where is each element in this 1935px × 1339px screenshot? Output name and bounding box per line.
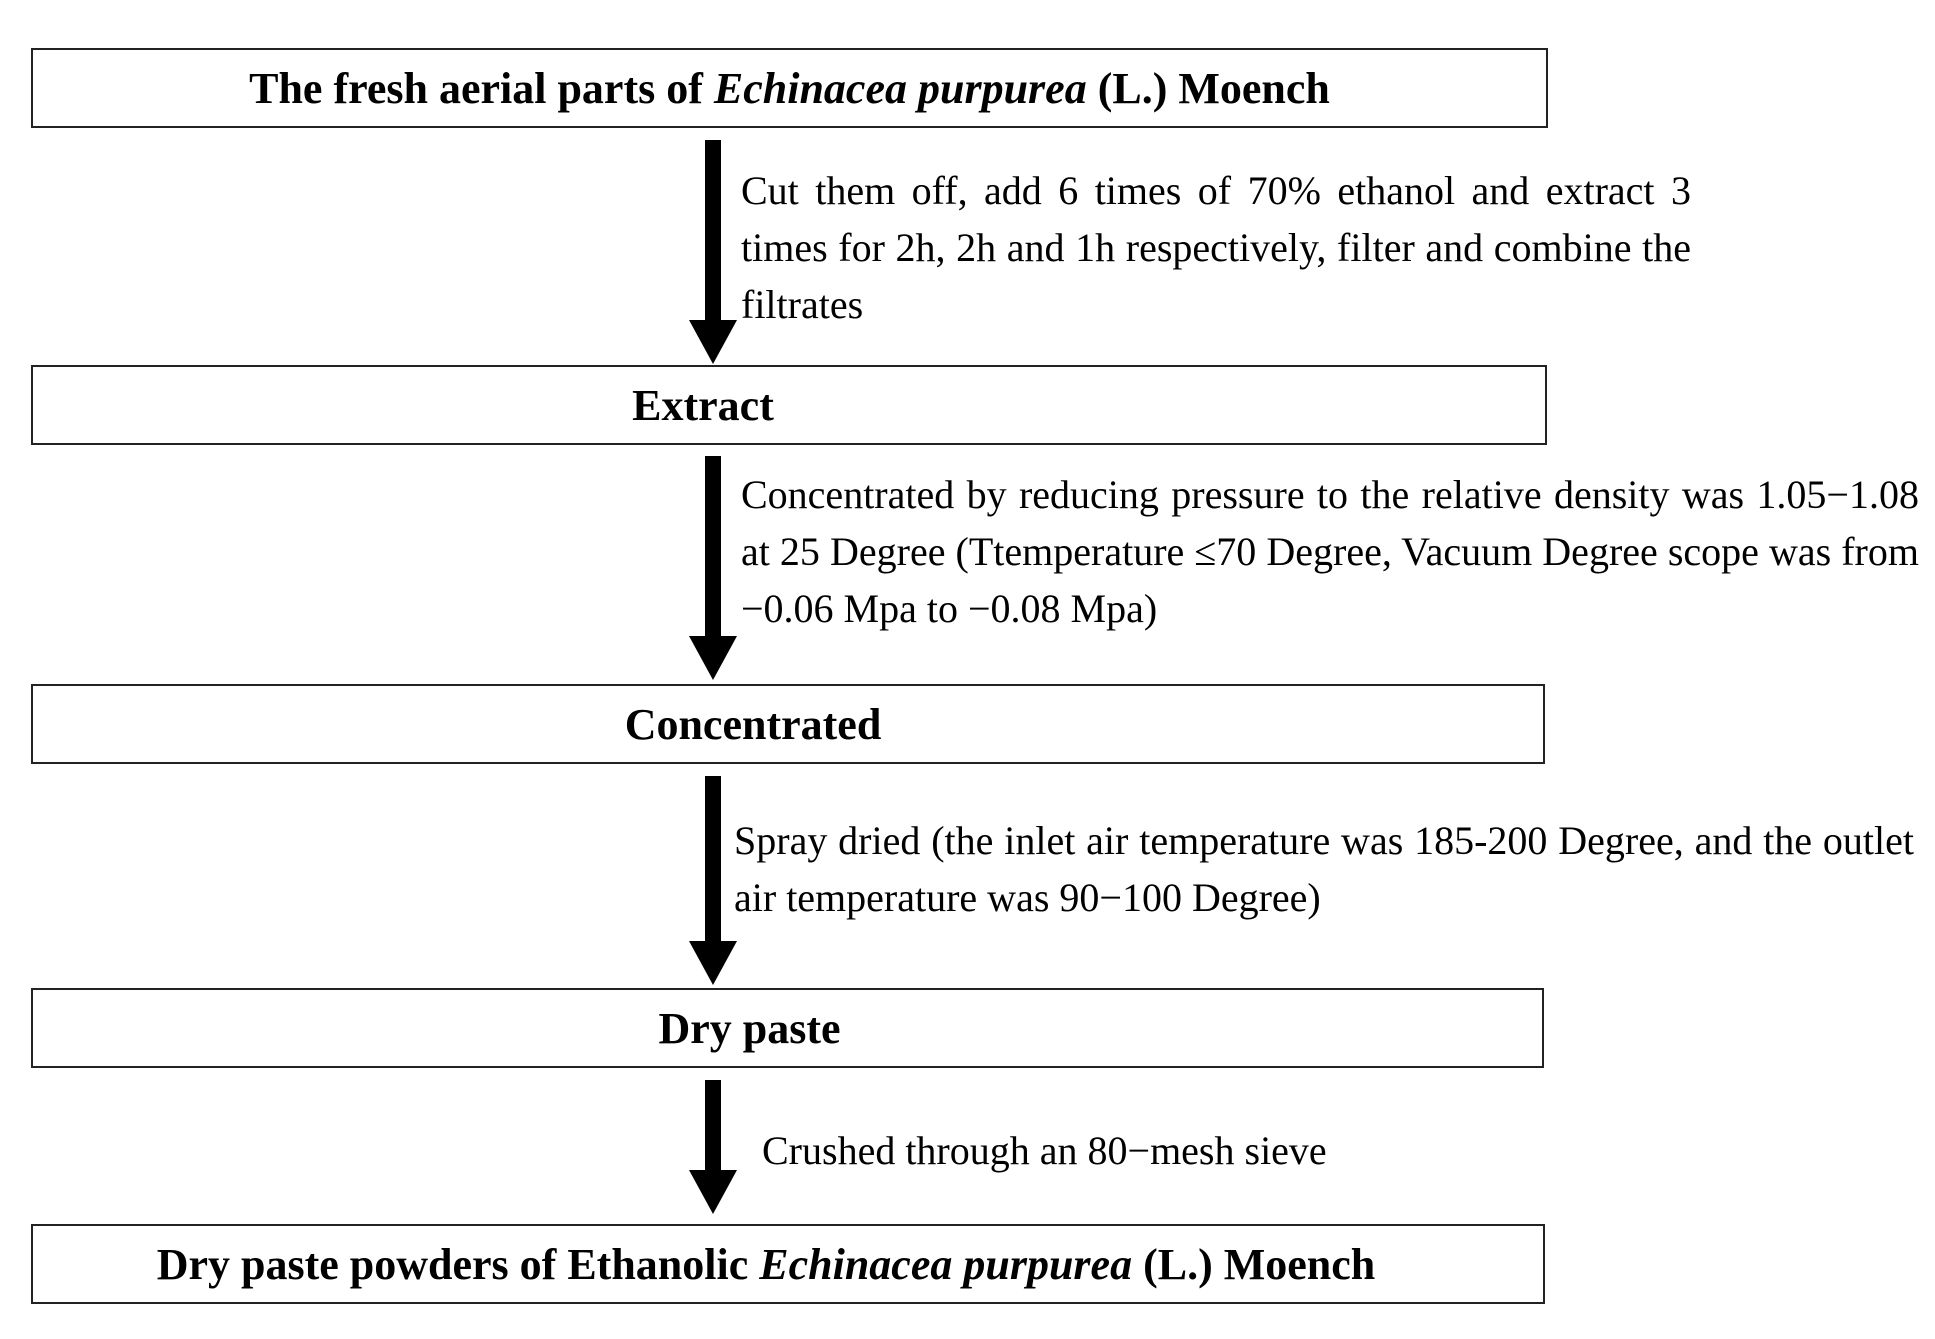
box-label: Extract [632, 380, 774, 430]
process-box-dry-paste-powders [31, 1224, 1545, 1304]
process-box-extract [31, 365, 1547, 445]
box-label-prefix: The fresh aerial parts of [249, 63, 714, 113]
step-annotation-1: Cut them off, add 6 times of 70% ethanol and extract 3 times for 2h, 2h and 1h respectively, filter and combine the filtrates [741, 168, 1691, 327]
box-label-prefix: Dry paste powders of Ethanolic [156, 1239, 760, 1289]
box-label [157, 1239, 1376, 1290]
step-annotation-3: Spray dried (the inlet air temperature was 185-200 Degree, and the outlet air temperature was 90−100 Degree) [734, 818, 1914, 920]
step-annotation-2: Concentrated by reducing pressure to the relative density was 1.05−1.08 at 25 Degree (Ttemperature ≤70 Degree, Vacuum Degree scope was from −0.06 Mpa to −0.08 Mpa) [741, 472, 1919, 631]
box-label-suffix: (L.) Moench [1132, 1239, 1376, 1289]
box-label [249, 63, 1330, 114]
process-box-fresh-aerial-parts [31, 48, 1548, 128]
box-label: Dry paste [658, 1003, 841, 1053]
box-label-suffix: (L.) Moench [1086, 63, 1330, 113]
process-box-concentrated [31, 684, 1545, 764]
flow-arrow-1 [688, 140, 738, 364]
flow-arrow-2 [688, 456, 738, 680]
process-box-dry-paste [31, 988, 1544, 1068]
flow-arrow-4 [688, 1080, 738, 1214]
box-label: Concentrated [624, 699, 882, 749]
flow-arrow-3 [688, 776, 738, 985]
species-name: Echinacea purpurea [759, 1239, 1133, 1289]
step-annotation-4: Crushed through an 80−mesh sieve [762, 1128, 1327, 1173]
species-name: Echinacea purpurea [713, 63, 1087, 113]
